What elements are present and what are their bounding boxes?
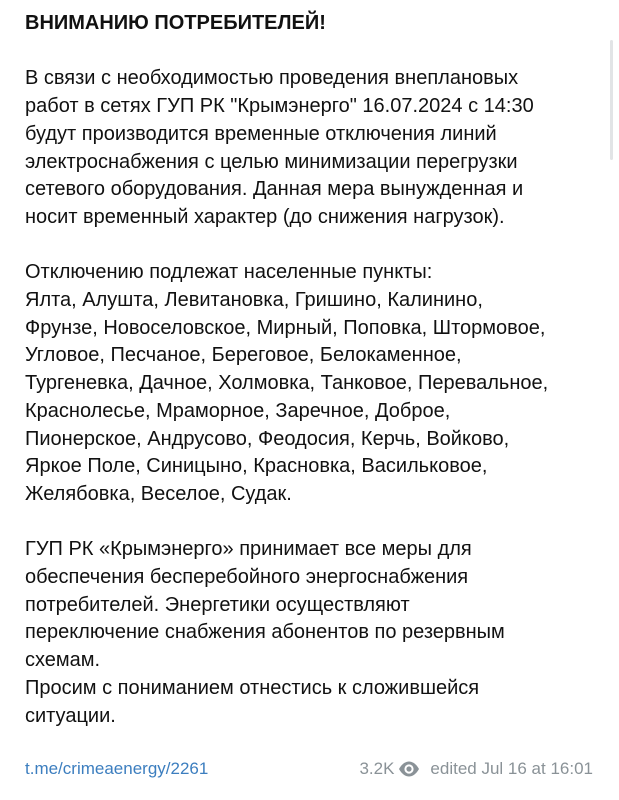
text-line: сетевого оборудования. Данная мера вынужденная и <box>25 178 524 201</box>
post-meta <box>359 759 593 779</box>
post-title: ВНИМАНИЮ ПОТРЕБИТЕЛЕЙ! <box>25 12 326 34</box>
text-line: В связи с необходимостью проведения внеплановых <box>25 67 519 90</box>
text-line: Отключению подлежат населенные пункты: <box>25 261 433 284</box>
view-count: 3.2K <box>359 759 395 778</box>
paragraph-settlements <box>25 259 599 508</box>
text-line: Тургеневка, Дачное, Холмовка, Танковое, Перевальное, <box>25 372 549 395</box>
paragraph-gap <box>25 38 599 66</box>
post-link[interactable]: t.me/crimeaenergy/2261 <box>25 759 209 778</box>
text-line: Фрунзе, Новоселовское, Мирный, Поповка, Штормовое, <box>25 316 546 339</box>
text-line: будут производится временные отключения линий <box>25 122 497 145</box>
post-footer <box>25 755 593 783</box>
text-line: схемам. <box>25 649 101 672</box>
eye-icon <box>398 761 420 777</box>
text-line: Ялта, Алушта, Левитановка, Гришино, Калинино, <box>25 289 483 311</box>
text-line: Пионерское, Андрусово, Феодосия, Керчь, Войково, <box>25 427 510 450</box>
edited-timestamp: edited Jul 16 at 16:01 <box>430 759 593 778</box>
text-line: носит временный характер (до снижения нагрузок). <box>25 205 505 228</box>
text-line: обеспечения бесперебойного энергоснабжения <box>25 566 469 589</box>
text-line: Просим с пониманием отнестись к сложившейся <box>25 676 480 699</box>
paragraph-measures <box>25 536 599 730</box>
text-line: потребителей. Энергетики осуществляют <box>25 593 410 616</box>
text-line: Желябовка, Веселое, Судак. <box>25 482 292 505</box>
scrollbar[interactable] <box>610 40 613 160</box>
paragraph-notice <box>25 65 599 231</box>
text-line: электроснабжения с целью минимизации перегрузки <box>25 150 518 173</box>
text-line: Краснолесье, Мраморное, Заречное, Доброе, <box>25 399 451 422</box>
text-line: ГУП РК «Крымэнерго» принимает все меры для <box>25 538 472 561</box>
paragraph-gap <box>25 509 599 537</box>
text-line: работ в сетях ГУП РК "Крымэнерго" 16.07.2024 с 14:30 <box>25 95 534 118</box>
text-line: ситуации. <box>25 704 116 727</box>
text-line: Яркое Поле, Синицыно, Красновка, Васильковое, <box>25 455 488 478</box>
text-line: переключение снабжения абонентов по резервным <box>25 621 505 644</box>
paragraph-gap <box>25 232 599 260</box>
text-line: Угловое, Песчаное, Береговое, Белокаменное, <box>25 344 462 367</box>
